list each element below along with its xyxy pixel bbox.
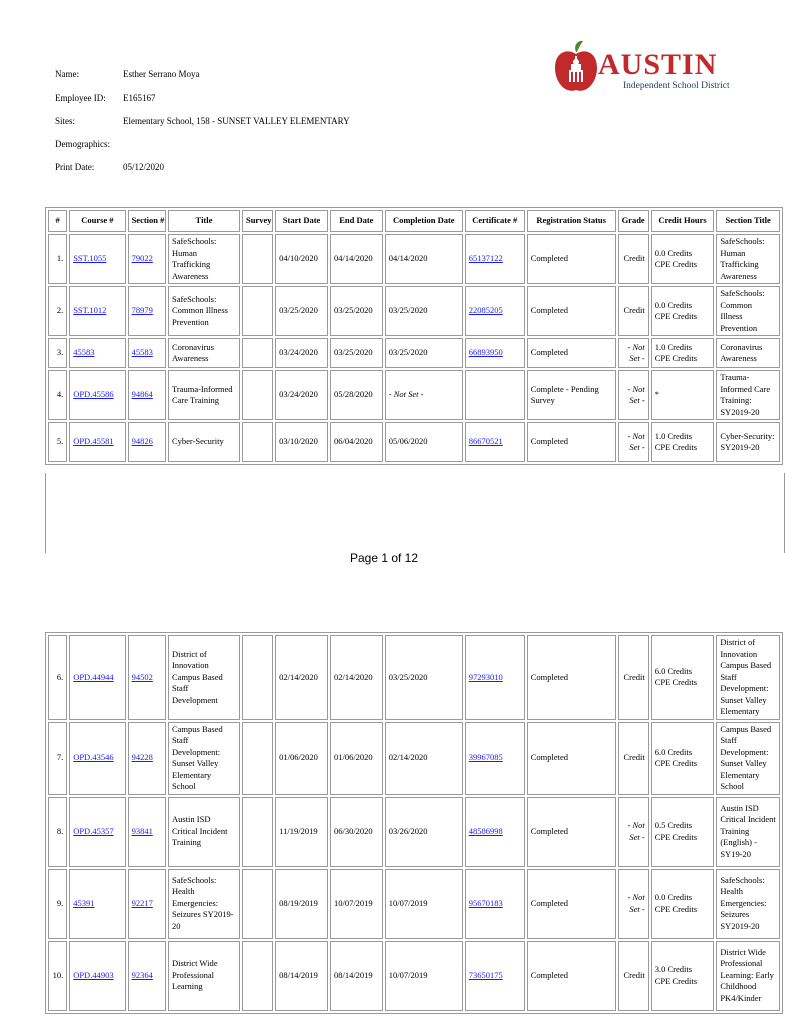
section-number-link[interactable]: 94228 xyxy=(131,752,153,763)
end-date: 10/07/2019 xyxy=(330,869,383,939)
course-number-cell xyxy=(69,635,125,720)
table-row xyxy=(48,422,780,462)
section-number-cell xyxy=(128,370,166,420)
grade: - Not Set - xyxy=(618,422,649,462)
end-date: 03/25/2020 xyxy=(330,338,383,368)
course-number-link[interactable]: SST.1012 xyxy=(73,305,107,316)
logo-wordmark: AUSTIN xyxy=(598,48,718,81)
start-date: 08/19/2019 xyxy=(275,869,328,939)
course-title: SafeSchools: Health Emergencies: Seizures SY2019-20 xyxy=(168,869,240,939)
credit-hours xyxy=(651,234,715,284)
start-date: 01/06/2020 xyxy=(275,722,328,795)
section-number-cell xyxy=(128,869,166,939)
section-number-link[interactable]: 92364 xyxy=(131,969,153,980)
certificate-cell xyxy=(465,635,525,720)
certificate-link[interactable]: 97293010 xyxy=(468,671,503,682)
start-date: 11/19/2019 xyxy=(275,797,328,867)
credit-hours xyxy=(651,797,715,867)
sites-label: Sites: xyxy=(55,116,76,126)
credit-hours xyxy=(651,941,715,1011)
certificate-link[interactable]: 48586998 xyxy=(468,825,503,836)
course-title: District of Innovation Campus Based Staff Development xyxy=(168,635,240,720)
start-date: 03/24/2020 xyxy=(275,370,328,420)
section-number-cell xyxy=(128,635,166,720)
course-title: SafeSchools: Human Trafficking Awareness xyxy=(168,234,240,284)
row-number: 7. xyxy=(48,722,67,795)
start-date: 03/10/2020 xyxy=(275,422,328,462)
credit-hours-value: 1.0 Credits xyxy=(654,341,693,352)
course-number-link[interactable]: OPD.45586 xyxy=(73,389,114,400)
section-number-cell xyxy=(128,286,166,336)
course-title: Campus Based Staff Development: Sunset Valley Elementary School xyxy=(168,722,240,795)
certificate-cell xyxy=(465,941,525,1011)
page-number: Page 1 of 12 xyxy=(349,551,419,565)
course-number-link[interactable]: SST.1055 xyxy=(73,253,107,264)
credit-hours-value: 0.0 Credits xyxy=(654,247,693,258)
registration-status: Completed xyxy=(527,234,616,284)
row-number: 5. xyxy=(48,422,67,462)
course-number-cell xyxy=(69,722,125,795)
certificate-link[interactable]: 39967085 xyxy=(468,752,503,763)
credit-hours-type: CPE Credits xyxy=(654,975,698,986)
print-date-label: Print Date: xyxy=(55,162,95,172)
survey-cell xyxy=(242,234,273,284)
credit-hours-value: 0.0 Credits xyxy=(654,299,693,310)
registration-status: Completed xyxy=(527,422,616,462)
certificate-cell xyxy=(465,234,525,284)
certificate-cell xyxy=(465,422,525,462)
header-completion-date: Completion Date xyxy=(385,210,463,232)
credit-hours xyxy=(651,422,715,462)
credit-hours-type: CPE Credits xyxy=(654,903,698,914)
start-date: 02/14/2020 xyxy=(275,635,328,720)
credit-hours xyxy=(651,635,715,720)
table-row xyxy=(48,338,780,368)
course-title: Trauma-Informed Care Training xyxy=(168,370,240,420)
course-number-link[interactable]: OPD.44903 xyxy=(73,969,114,980)
credit-hours xyxy=(651,869,715,939)
survey-cell xyxy=(242,941,273,1011)
course-number-link[interactable]: 45391 xyxy=(73,897,95,908)
registration-status: Completed xyxy=(527,338,616,368)
grade: Credit xyxy=(618,635,649,720)
registration-status: Completed xyxy=(527,869,616,939)
credit-hours-value: 0.0 Credits xyxy=(654,892,693,902)
section-number-cell xyxy=(128,797,166,867)
header-course: Course # xyxy=(69,210,125,232)
table-row xyxy=(48,941,780,1011)
course-number-link[interactable]: OPD.45357 xyxy=(73,825,114,836)
credit-hours-value: 6.0 Credits xyxy=(654,746,693,757)
section-title: Trauma-Informed Care Training: SY2019-20 xyxy=(716,370,780,420)
certificate-link[interactable]: 95670183 xyxy=(468,897,503,908)
credit-hours xyxy=(651,338,715,368)
completion-date: 10/07/2019 xyxy=(385,869,463,939)
certificate-cell xyxy=(465,338,525,368)
row-number: 2. xyxy=(48,286,67,336)
course-title: District Wide Professional Learning xyxy=(168,941,240,1011)
header-certificate: Certificate # xyxy=(465,210,525,232)
end-date: 06/04/2020 xyxy=(330,422,383,462)
credit-hours-type: CPE Credits xyxy=(654,353,698,363)
courses-table-page-1 xyxy=(45,207,783,465)
austin-isd-logo xyxy=(553,38,730,98)
certificate-cell xyxy=(465,286,525,336)
section-number-link[interactable]: 45583 xyxy=(131,347,153,358)
header-registration-status: Registration Status xyxy=(527,210,616,232)
table-row xyxy=(48,869,780,939)
registration-status: Completed xyxy=(527,797,616,867)
certificate-link[interactable]: 86670521 xyxy=(468,436,503,447)
credit-hours xyxy=(651,370,715,420)
table-row xyxy=(48,370,780,420)
section-number-link[interactable]: 93841 xyxy=(131,825,153,836)
header-start-date: Start Date xyxy=(275,210,328,232)
header-num: # xyxy=(48,210,67,232)
start-date: 08/14/2019 xyxy=(275,941,328,1011)
course-number-link[interactable]: OPD.44944 xyxy=(73,671,114,682)
credit-hours-type: CPE Credits xyxy=(654,442,698,452)
table-blank-area xyxy=(45,473,785,553)
survey-cell xyxy=(242,338,273,368)
completion-date: - Not Set - xyxy=(385,370,463,420)
credit-hours-value: 6.0 Credits xyxy=(654,665,693,676)
section-number-link[interactable]: 78979 xyxy=(131,305,153,316)
table-header-row xyxy=(48,210,780,232)
survey-cell xyxy=(242,370,273,420)
header-survey: Survey xyxy=(242,210,273,232)
credit-hours-value: 1.0 Credits xyxy=(654,430,693,441)
end-date: 04/14/2020 xyxy=(330,234,383,284)
course-number-cell xyxy=(69,422,125,462)
credit-hours-value: 3.0 Credits xyxy=(654,964,693,974)
start-date: 03/25/2020 xyxy=(275,286,328,336)
start-date: 04/10/2020 xyxy=(275,234,328,284)
section-number-link[interactable]: 79022 xyxy=(131,253,153,264)
section-title: Austin ISD Critical Incident Training (English) - SY19-20 xyxy=(716,797,780,867)
completion-date: 03/26/2020 xyxy=(385,797,463,867)
section-title: Campus Based Staff Development: Sunset Valley Elementary School xyxy=(716,722,780,795)
credit-hours-value: 0.5 Credits xyxy=(654,820,693,830)
credit-hours-type: CPE Credits xyxy=(654,259,698,269)
certificate-link[interactable]: 73650175 xyxy=(468,969,503,980)
survey-cell xyxy=(242,722,273,795)
course-number-cell xyxy=(69,869,125,939)
section-title: Coronavirus Awareness xyxy=(716,338,780,368)
survey-cell xyxy=(242,286,273,336)
employee-id-value: E165167 xyxy=(123,93,156,103)
grade: - Not Set - xyxy=(618,797,649,867)
section-number-link[interactable]: 94864 xyxy=(131,389,153,400)
logo-subtitle: Independent School District xyxy=(623,81,730,91)
section-title: SafeSchools: Human Trafficking Awareness xyxy=(716,234,780,284)
registration-status: Completed xyxy=(527,635,616,720)
end-date: 02/14/2020 xyxy=(330,635,383,720)
start-date: 03/24/2020 xyxy=(275,338,328,368)
course-title: Austin ISD Critical Incident Training xyxy=(168,797,240,867)
grade: - Not Set - xyxy=(618,370,649,420)
row-number: 8. xyxy=(48,797,67,867)
end-date: 06/30/2020 xyxy=(330,797,383,867)
section-number-cell xyxy=(128,234,166,284)
end-date: 01/06/2020 xyxy=(330,722,383,795)
completion-date: 04/14/2020 xyxy=(385,234,463,284)
section-title: SafeSchools: Health Emergencies: Seizures SY2019-20 xyxy=(716,869,780,939)
grade: Credit xyxy=(618,286,649,336)
section-number-cell xyxy=(128,941,166,1011)
course-number-link[interactable]: 45583 xyxy=(73,347,95,358)
course-number-cell xyxy=(69,370,125,420)
section-number-cell xyxy=(128,722,166,795)
grade: - Not Set - xyxy=(618,869,649,939)
certificate-cell xyxy=(465,869,525,939)
section-title: District Wide Professional Learning: Early Childhood PK4/Kinder xyxy=(716,941,780,1011)
certificate-link[interactable]: 22085205 xyxy=(468,305,503,316)
print-date-value: 05/12/2020 xyxy=(123,162,165,172)
credit-hours-type: CPE Credits xyxy=(654,677,698,688)
section-number-cell xyxy=(128,338,166,368)
end-date: 05/28/2020 xyxy=(330,370,383,420)
section-title: District of Innovation Campus Based Staff Development: Sunset Valley Elementary xyxy=(716,635,780,720)
completion-date: 03/25/2020 xyxy=(385,286,463,336)
registration-status: Completed xyxy=(527,941,616,1011)
credit-hours xyxy=(651,286,715,336)
section-title: SafeSchools: Common Illness Prevention xyxy=(716,286,780,336)
grade: - Not Set - xyxy=(618,338,649,368)
course-title: SafeSchools: Common Illness Prevention xyxy=(168,286,240,336)
survey-cell xyxy=(242,422,273,462)
section-number-cell xyxy=(128,422,166,462)
grade: Credit xyxy=(618,722,649,795)
registration-status: Completed xyxy=(527,286,616,336)
completion-date: 02/14/2020 xyxy=(385,722,463,795)
course-number-cell xyxy=(69,797,125,867)
survey-cell xyxy=(242,635,273,720)
header-section-title: Section Title xyxy=(716,210,780,232)
name-value: Esther Serrano Moya xyxy=(123,69,200,79)
registration-status: Completed xyxy=(527,722,616,795)
table-row xyxy=(48,722,780,795)
end-date: 08/14/2019 xyxy=(330,941,383,1011)
completion-date: 03/25/2020 xyxy=(385,635,463,720)
certificate-link[interactable]: 65137122 xyxy=(468,253,503,264)
survey-cell xyxy=(242,797,273,867)
end-date: 03/25/2020 xyxy=(330,286,383,336)
table-row xyxy=(48,234,780,284)
header-end-date: End Date xyxy=(330,210,383,232)
header-credit-hours: Credit Hours xyxy=(651,210,715,232)
course-number-link[interactable]: OPD.45581 xyxy=(73,436,114,447)
completion-date: 05/06/2020 xyxy=(385,422,463,462)
grade: Credit xyxy=(618,234,649,284)
course-title: Cyber-Security xyxy=(168,422,240,462)
section-number-link[interactable]: 94826 xyxy=(131,436,153,447)
table-row xyxy=(48,635,780,720)
course-number-cell xyxy=(69,234,125,284)
credit-hours xyxy=(651,722,715,795)
row-number: 10. xyxy=(48,941,67,1011)
course-number-link[interactable]: OPD.43546 xyxy=(73,752,114,763)
course-number-cell xyxy=(69,941,125,1011)
credit-hours-type: CPE Credits xyxy=(654,831,698,842)
credit-hours-type: CPE Credits xyxy=(654,758,698,768)
credit-hours-value: * xyxy=(654,389,659,400)
employee-id-label: Employee ID: xyxy=(55,93,106,103)
row-number: 1. xyxy=(48,234,67,284)
demographics-label: Demographics: xyxy=(55,139,110,149)
row-number: 4. xyxy=(48,370,67,420)
row-number: 3. xyxy=(48,338,67,368)
credit-hours-type: CPE Credits xyxy=(654,311,698,321)
sites-value: Elementary School, 158 - SUNSET VALLEY ELEMENTARY xyxy=(123,116,350,126)
apple-capitol-icon xyxy=(553,38,599,98)
table-row xyxy=(48,797,780,867)
grade: Credit xyxy=(618,941,649,1011)
header-title: Title xyxy=(168,210,240,232)
header-section: Section # xyxy=(128,210,166,232)
name-label: Name: xyxy=(55,69,79,79)
row-number: 6. xyxy=(48,635,67,720)
section-number-link[interactable]: 92217 xyxy=(131,897,153,908)
completion-date: 10/07/2019 xyxy=(385,941,463,1011)
certificate-link[interactable]: 66893950 xyxy=(468,347,503,358)
certificate-cell xyxy=(465,370,525,420)
completion-date: 03/25/2020 xyxy=(385,338,463,368)
table-row xyxy=(48,286,780,336)
header-grade: Grade xyxy=(618,210,649,232)
courses-table-page-2 xyxy=(45,632,783,1014)
survey-cell xyxy=(242,869,273,939)
course-number-cell xyxy=(69,286,125,336)
course-number-cell xyxy=(69,338,125,368)
row-number: 9. xyxy=(48,869,67,939)
certificate-cell xyxy=(465,797,525,867)
certificate-cell xyxy=(465,722,525,795)
section-number-link[interactable]: 94502 xyxy=(131,671,153,682)
section-title: Cyber-Security: SY2019-20 xyxy=(716,422,780,462)
registration-status: Complete - Pending Survey xyxy=(527,370,616,420)
course-title: Coronavirus Awareness xyxy=(168,338,240,368)
